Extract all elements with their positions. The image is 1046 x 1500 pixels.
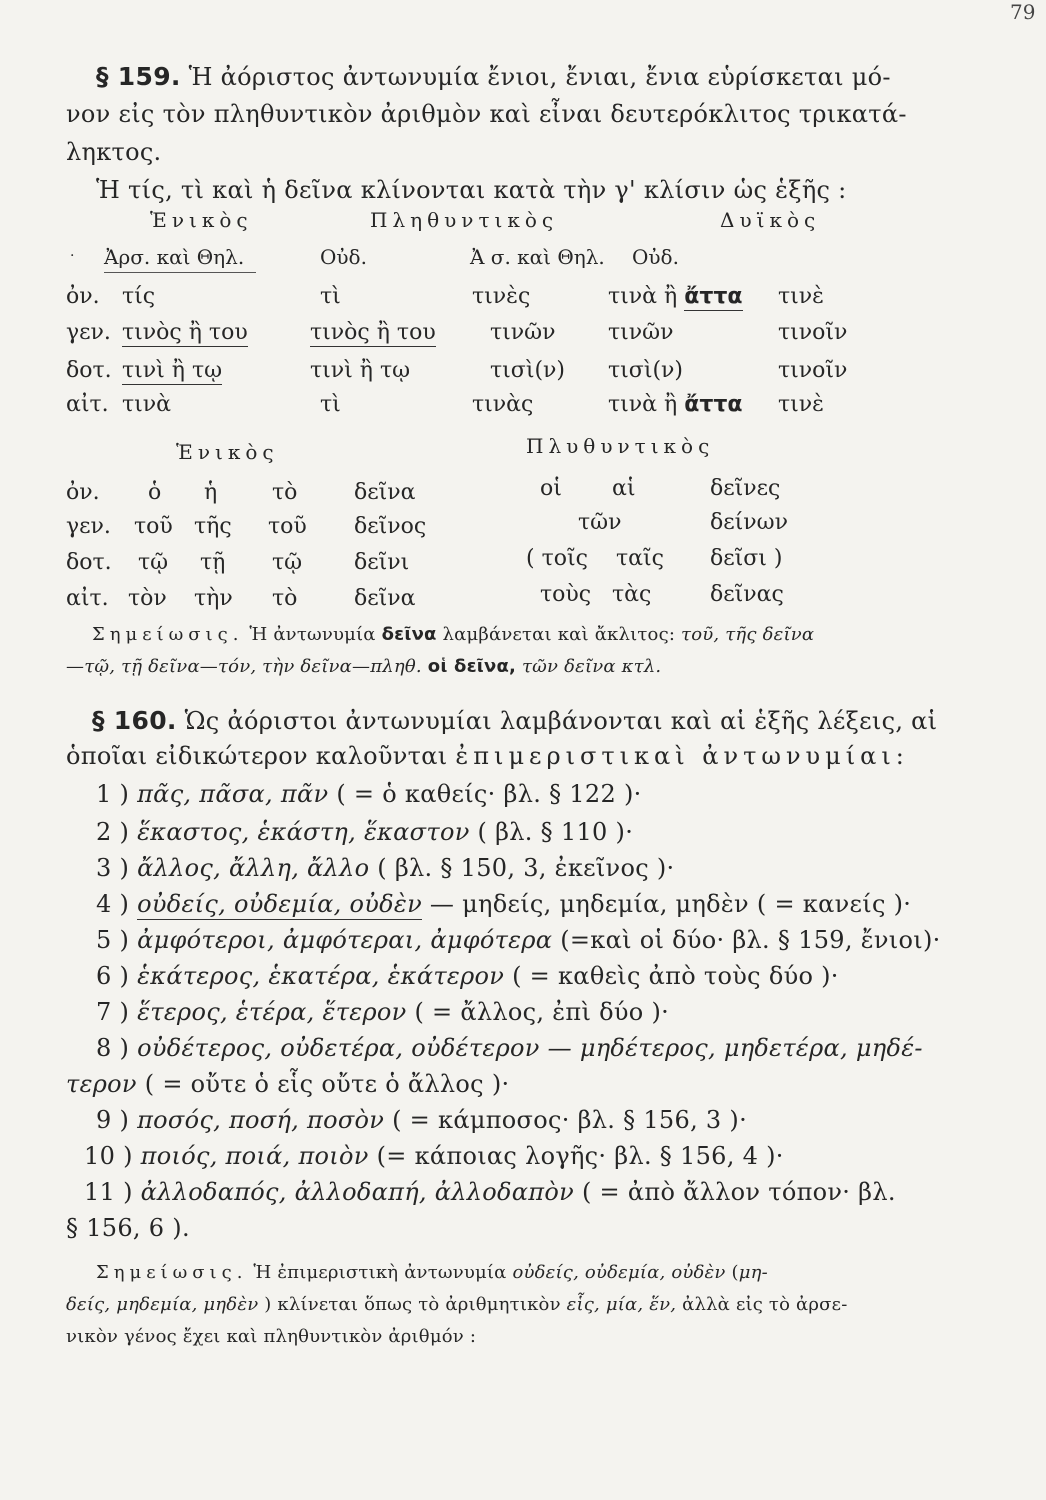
table2-header-plural: Πλυθυντικὸς (526, 434, 715, 458)
table1-cell: τινὸς ἢ του (122, 320, 248, 345)
table1-case-nom: ὀν. (66, 284, 100, 309)
list-item: 6 ) ἑκάτερος, ἑκατέρα, ἑκάτερον ( = καθεὶς ἀπὸ τοὺς δύο )· (96, 962, 839, 990)
table1-sub-pl-neuter: Οὐδ. (632, 245, 679, 269)
table1-sub-pl-masc-fem: Ἀ σ. καὶ Θηλ. (470, 245, 605, 269)
list-item: 2 ) ἕκαστος, ἑκάστη, ἕκαστον ( βλ. § 110 )· (96, 818, 634, 846)
table2-cell: δείνων (710, 510, 788, 535)
table2-case-acc: αἰτ. (66, 586, 109, 611)
table2-cell: ἡ (204, 480, 218, 505)
table1-cell: τὶ (320, 392, 341, 417)
table2-cell: δεῖσι ) (710, 546, 783, 571)
table2-cell: δεῖνα (354, 586, 416, 611)
table1-cell: τισὶ(ν) (490, 358, 565, 383)
list-item: 7 ) ἕτερος, ἑτέρα, ἕτερον ( = ἄλλος, ἐπὶ δύο )· (96, 998, 670, 1026)
section-159-text: Ἡ ἀόριστος ἀντωνυμία ἔνιοι, ἔνιαι, ἔνια εὑρίσκεται μό- (188, 63, 891, 91)
note-1-line-2: —τῷ, τῇ δεῖνα—τόν, τὴν δεῖνα—πληθ. οἱ δεῖνα, τῶν δεῖνα κτλ. (66, 656, 662, 677)
table2-cell: δεῖνα (354, 480, 416, 505)
table2-cell: τοῦ (134, 514, 173, 539)
table1-case-gen: γεν. (66, 320, 111, 345)
section-159-line-4: Ἡ τίς, τὶ καὶ ἡ δεῖνα κλίνονται κατὰ τὴν γ' κλίσιν ὡς ἑξῆς : (96, 176, 847, 204)
section-159-line-2: νον εἰς τὸν πληθυντικὸν ἀριθμὸν καὶ εἶναι δευτερόκλιτος τρικατά- (66, 100, 907, 128)
table1-header-plural: Πληθυντικὸς (370, 208, 559, 232)
note-2-line-3: νικὸν γένος ἔχει καὶ πληθυντικὸν ἀριθμόν : (66, 1326, 477, 1347)
page-number: 79 (1010, 0, 1036, 24)
list-item: 9 ) ποσός, ποσή, ποσὸν ( = κάμποσος· βλ. § 156, 3 )· (96, 1106, 748, 1134)
list-item: 4 ) οὐδείς, οὐδεμία, οὐδὲν — μηδείς, μηδεμία, μηδὲν ( = κανείς )· (96, 890, 912, 918)
table1-cell: τινοῖν (778, 358, 848, 383)
list-item-continuation: τερον ( = οὔτε ὁ εἷς οὔτε ὁ ἄλλος )· (66, 1070, 510, 1098)
section-160-line-2: ὁποῖαι εἰδικώτερον καλοῦνται ἐπιμεριστικαὶ ἀντωνυμίαι: (66, 742, 909, 770)
note-2-line-2: δείς, μηδεμία, μηδὲν ) κλίνεται ὅπως τὸ ἀριθμητικὸν εἷς, μία, ἕν, ἀλλὰ εἰς τὸ ἀρσε- (66, 1294, 848, 1315)
table2-cell: τὸν (128, 586, 167, 611)
table2-case-dat: δοτ. (66, 550, 112, 575)
table1-cell: τινὰ ἢ ἄττα (608, 284, 743, 309)
table2-cell: οἱ (540, 476, 562, 501)
margin-mark: · (70, 248, 75, 264)
section-160-number: § 160. (92, 706, 177, 735)
table2-cell: ὁ (148, 480, 162, 505)
table2-cell: τὴν (194, 586, 233, 611)
table1-cell: τινὲς (472, 284, 531, 309)
table1-cell: τὶ (320, 284, 341, 309)
table1-case-dat: δοτ. (66, 358, 112, 383)
list-item: 10 ) ποιός, ποιά, ποιὸν (= κάποιας λογῆς· βλ. § 156, 4 )· (84, 1142, 784, 1170)
list-item: 3 ) ἄλλος, ἄλλη, ἄλλο ( βλ. § 150, 3, ἐκεῖνος )· (96, 854, 675, 882)
table1-header-singular: Ἑνικὸς (150, 208, 253, 232)
table1-cell: τινὶ ἢ τῳ (122, 358, 223, 383)
note-2-line-1: Σημείωσις. Ἡ ἐπιμεριστικὴ ἀντωνυμία οὐδείς, οὐδεμία, οὐδὲν (μη- (96, 1262, 768, 1283)
table2-cell: τὸ (272, 480, 298, 505)
table1-cell: τισὶ(ν) (608, 358, 683, 383)
list-item: 1 ) πᾶς, πᾶσα, πᾶν ( = ὁ καθείς· βλ. § 122 )· (96, 780, 642, 808)
list-item-continuation: § 156, 6 ). (66, 1214, 190, 1242)
table2-cell: δεῖνι (354, 550, 410, 575)
table1-sub-masc-fem: Ἀρσ. καὶ Θηλ. (104, 245, 245, 269)
section-159-line-1 (96, 62, 891, 91)
table1-sub-neuter: Οὐδ. (320, 245, 367, 269)
table1-cell: τινὰ (122, 392, 172, 417)
section-160-line-1: § 160. Ὡς ἀόριστοι ἀντωνυμίαι λαμβάνονται καὶ αἱ ἑξῆς λέξεις, αἱ (92, 706, 938, 735)
table1-cell: τινὰ ἢ ἄττα (608, 392, 743, 417)
table2-cell: τῷ (138, 550, 169, 575)
section-159-number: § 159. (96, 62, 181, 91)
table1-header-dual: Δυϊκὸς (720, 208, 821, 232)
table1-cell: τινὲ (778, 284, 824, 309)
table2-cell: τῷ (272, 550, 303, 575)
list-item: 5 ) ἀμφότεροι, ἀμφότεραι, ἀμφότερα (=καὶ οἱ δύο· βλ. § 159, ἔνιοι)· (96, 926, 941, 954)
table2-header-singular: Ἑνικὸς (176, 440, 279, 464)
table1-cell: τινὶ ἢ τῳ (310, 358, 411, 383)
table2-case-gen: γεν. (66, 514, 111, 539)
table2-case-nom: ὀν. (66, 480, 100, 505)
table1-cell: τινὲ (778, 392, 824, 417)
list-item: 11 ) ἀλλοδαπός, ἀλλοδαπή, ἀλλοδαπὸν ( = ἀπὸ ἄλλον τόπον· βλ. (84, 1178, 896, 1206)
table2-cell: δεῖνος (354, 514, 427, 539)
table2-cell: τῆς (194, 514, 232, 539)
table2-cell: τοὺς (540, 582, 592, 607)
note-1-line-1: Σημείωσις. Ἡ ἀντωνυμία δεῖνα λαμβάνεται καὶ ἄκλιτος: τοῦ, τῆς δεῖνα (92, 624, 815, 645)
table1-cell: τίς (122, 284, 156, 309)
list-item: 8 ) οὐδέτερος, οὐδετέρα, οὐδέτερον — μηδέτερος, μηδετέρα, μηδέ- (96, 1034, 923, 1062)
table2-cell: τοῦ (268, 514, 307, 539)
table1-cell: τινὰς (472, 392, 534, 417)
table2-cell: δεῖνες (710, 476, 781, 501)
table1-cell: τινῶν (490, 320, 556, 345)
table2-cell: τῶν (578, 510, 622, 535)
table1-cell: τινοῖν (778, 320, 848, 345)
table2-cell: τῇ (200, 550, 226, 575)
table2-cell: δεῖνας (710, 582, 784, 607)
section-159-line-3: ληκτος. (66, 138, 162, 166)
table2-cell: αἱ (612, 476, 636, 501)
table2-cell: ( τοῖς (526, 546, 588, 571)
table2-cell: τὸ (272, 586, 298, 611)
table1-cell: τινὸς ἢ του (310, 320, 436, 345)
table1-underline (104, 272, 256, 273)
table2-cell: τὰς (612, 582, 652, 607)
table2-cell: ταῖς (616, 546, 664, 571)
table1-cell: τινῶν (608, 320, 674, 345)
table1-case-acc: αἰτ. (66, 392, 109, 417)
